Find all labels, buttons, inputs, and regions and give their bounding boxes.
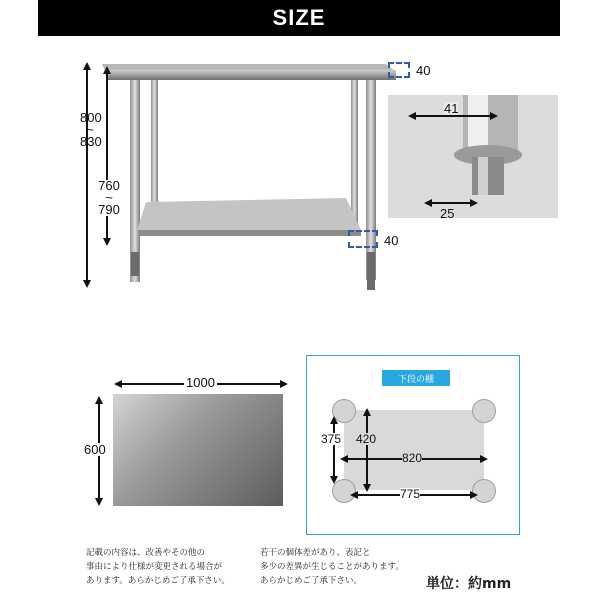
note-left: 記載の内容は、改善やその他の 事由により仕様が変更される場合が あります。あらかじめご了承下さい。 [86,548,230,586]
size-figure [38,0,560,600]
shelf-corner-tr [472,399,496,423]
table-photo [96,42,399,302]
height-shelf-label: 760 ~ 790 [98,178,120,217]
shelf-420-line [366,412,368,486]
shelf-775-label: 775 [400,487,421,501]
header-bar [38,0,560,36]
height-total-label: 800 ~ 830 [80,110,102,149]
shelf-thickness-marker [348,230,378,248]
leg-outer-label: 41 [444,101,459,116]
unit-label: 単位：約mm [426,576,512,592]
shelf-thickness-label: 40 [384,233,399,248]
table-top-view [113,394,283,506]
top-depth-label: 600 [84,442,106,457]
top-width-label: 1000 [186,375,215,390]
leg-foot-label: 25 [440,206,455,221]
leg-foot-line [430,202,472,204]
lower-shelf-title: 下段の棚 [382,370,450,386]
top-thickness-label: 40 [416,63,431,78]
shelf-375-line [333,420,335,478]
header-title: SIZE [272,5,326,30]
top-thickness-marker [388,62,410,78]
shelf-420-label: 420 [356,432,377,446]
shelf-820-label: 820 [402,451,423,465]
lower-shelf-diagram [344,410,484,490]
shelf-375-label: 375 [321,432,342,446]
height-total-line [86,66,88,282]
note-right: 若干の個体差があり、表記と 多少の差異が生じることがあります。 あらかじめご了承下さい。 [260,548,404,586]
